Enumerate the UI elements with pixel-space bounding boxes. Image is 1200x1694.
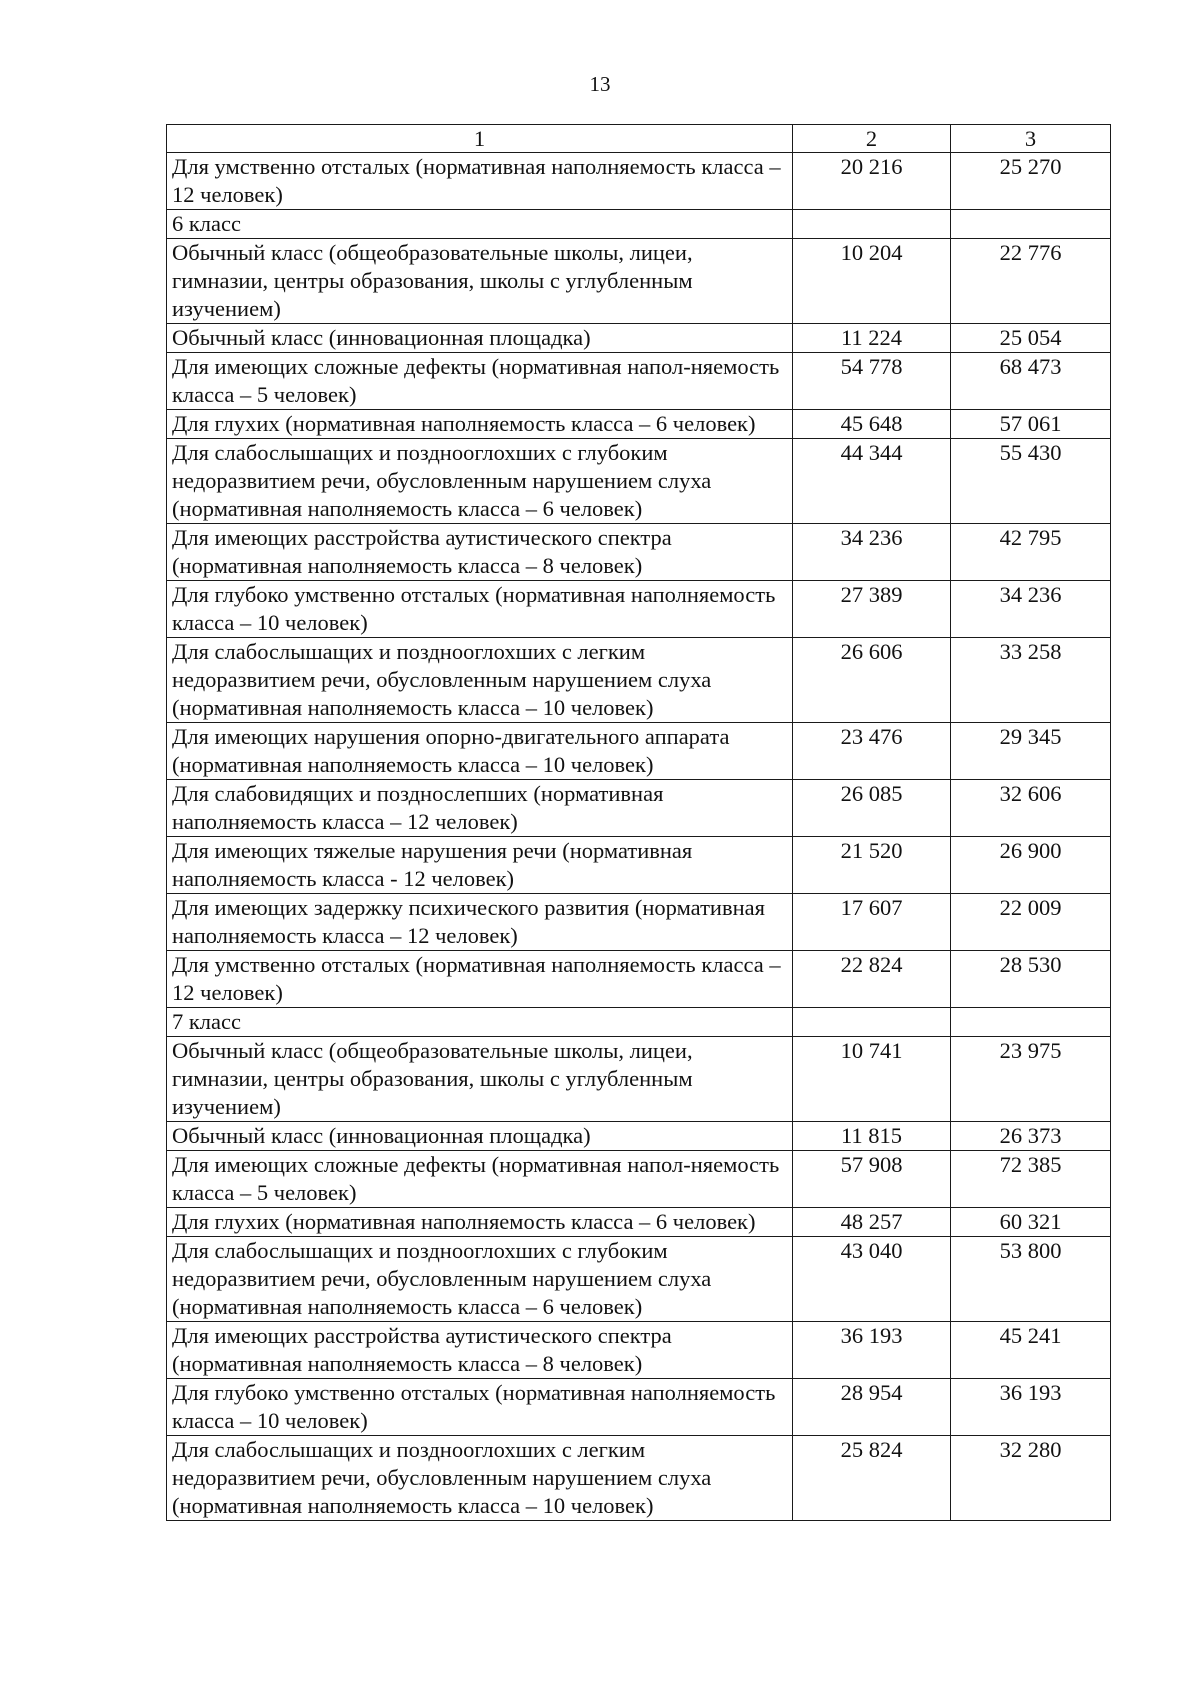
- table-row: [167, 210, 1111, 239]
- table-row: [167, 324, 1111, 353]
- row-label: Для слабослышащих и позднооглохших с глубоким недоразвитием речи, обусловленным нарушением слуха (нормативная наполняемость класса – 6 человек): [167, 439, 793, 524]
- row-value-col2: 21 520: [793, 837, 951, 894]
- row-label: Для глубоко умственно отсталых (нормативная наполняемость класса – 10 человек): [167, 1379, 793, 1436]
- column-header-3: 3: [951, 125, 1111, 153]
- row-value-col2: 45 648: [793, 410, 951, 439]
- row-value-col3: 68 473: [951, 353, 1111, 410]
- row-label: Обычный класс (общеобразовательные школы, лицеи, гимназии, центры образования, школы с углубленным изучением): [167, 239, 793, 324]
- row-label: Для имеющих расстройства аутистического спектра (нормативная наполняемость класса – 8 человек): [167, 1322, 793, 1379]
- row-value-col3: 29 345: [951, 723, 1111, 780]
- row-value-col3: 34 236: [951, 581, 1111, 638]
- row-value-col2: 22 824: [793, 951, 951, 1008]
- row-value-col3: [951, 210, 1111, 239]
- row-label: Обычный класс (инновационная площадка): [167, 1122, 793, 1151]
- row-value-col2: 36 193: [793, 1322, 951, 1379]
- row-value-col3: 42 795: [951, 524, 1111, 581]
- row-label: 6 класс: [167, 210, 793, 239]
- row-label: Для глубоко умственно отсталых (нормативная наполняемость класса – 10 человек): [167, 581, 793, 638]
- row-value-col3: 25 054: [951, 324, 1111, 353]
- row-label: Для имеющих тяжелые нарушения речи (нормативная наполняемость класса - 12 человек): [167, 837, 793, 894]
- row-label: Для умственно отсталых (нормативная наполняемость класса – 12 человек): [167, 153, 793, 210]
- row-value-col3: 32 280: [951, 1436, 1111, 1521]
- row-value-col3: 57 061: [951, 410, 1111, 439]
- table-row: [167, 410, 1111, 439]
- row-value-col3: 22 009: [951, 894, 1111, 951]
- table-row: [167, 638, 1111, 723]
- row-value-col2: 27 389: [793, 581, 951, 638]
- row-label: Для имеющих задержку психического развития (нормативная наполняемость класса – 12 человек): [167, 894, 793, 951]
- column-header-1: 1: [167, 125, 793, 153]
- row-label: Для имеющих нарушения опорно-двигательного аппарата (нормативная наполняемость класса – 10 человек): [167, 723, 793, 780]
- row-value-col2: 57 908: [793, 1151, 951, 1208]
- table-row: [167, 837, 1111, 894]
- row-value-col2: 28 954: [793, 1379, 951, 1436]
- row-label: Обычный класс (инновационная площадка): [167, 324, 793, 353]
- row-label: Для слабослышащих и позднооглохших с легким недоразвитием речи, обусловленным нарушением слуха (нормативная наполняемость класса – 10 человек): [167, 638, 793, 723]
- row-value-col2: 34 236: [793, 524, 951, 581]
- row-value-col3: 36 193: [951, 1379, 1111, 1436]
- row-value-col2: 26 085: [793, 780, 951, 837]
- row-value-col3: 55 430: [951, 439, 1111, 524]
- table-header-row: [167, 125, 1111, 153]
- row-value-col3: 22 776: [951, 239, 1111, 324]
- row-value-col2: 17 607: [793, 894, 951, 951]
- row-value-col2: 25 824: [793, 1436, 951, 1521]
- table-row: [167, 1122, 1111, 1151]
- row-value-col2: 11 815: [793, 1122, 951, 1151]
- table-row: [167, 1322, 1111, 1379]
- row-value-col2: 20 216: [793, 153, 951, 210]
- table-row: [167, 153, 1111, 210]
- page-number: 13: [589, 72, 611, 96]
- table-row: [167, 894, 1111, 951]
- row-label: Для слабослышащих и позднооглохших с легким недоразвитием речи, обусловленным нарушением слуха (нормативная наполняемость класса – 10 человек): [167, 1436, 793, 1521]
- row-value-col2: 10 741: [793, 1037, 951, 1122]
- row-value-col3: 53 800: [951, 1237, 1111, 1322]
- row-value-col3: [951, 1008, 1111, 1037]
- row-value-col3: 28 530: [951, 951, 1111, 1008]
- row-value-col2: 11 224: [793, 324, 951, 353]
- row-value-col3: 25 270: [951, 153, 1111, 210]
- row-value-col2: [793, 210, 951, 239]
- row-label: Для глухих (нормативная наполняемость класса – 6 человек): [167, 1208, 793, 1237]
- row-label: Для имеющих сложные дефекты (нормативная напол-няемость класса – 5 человек): [167, 1151, 793, 1208]
- table-row: [167, 1237, 1111, 1322]
- row-label: 7 класс: [167, 1008, 793, 1037]
- row-value-col3: 72 385: [951, 1151, 1111, 1208]
- row-value-col3: 45 241: [951, 1322, 1111, 1379]
- row-value-col3: 26 900: [951, 837, 1111, 894]
- table-row: [167, 353, 1111, 410]
- row-label: Для слабослышащих и позднооглохших с глубоким недоразвитием речи, обусловленным нарушением слуха (нормативная наполняемость класса – 6 человек): [167, 1237, 793, 1322]
- row-value-col2: [793, 1008, 951, 1037]
- row-value-col3: 26 373: [951, 1122, 1111, 1151]
- row-value-col2: 44 344: [793, 439, 951, 524]
- row-value-col3: 23 975: [951, 1037, 1111, 1122]
- table-row: [167, 1008, 1111, 1037]
- row-label: Для слабовидящих и позднослепших (нормативная наполняемость класса – 12 человек): [167, 780, 793, 837]
- row-value-col2: 23 476: [793, 723, 951, 780]
- table-row: [167, 1208, 1111, 1237]
- row-value-col3: 33 258: [951, 638, 1111, 723]
- row-value-col2: 43 040: [793, 1237, 951, 1322]
- table-row: [167, 723, 1111, 780]
- table-row: [167, 1037, 1111, 1122]
- row-value-col2: 54 778: [793, 353, 951, 410]
- row-value-col2: 10 204: [793, 239, 951, 324]
- table-row: [167, 439, 1111, 524]
- table-row: [167, 1436, 1111, 1521]
- row-value-col2: 26 606: [793, 638, 951, 723]
- table-row: [167, 780, 1111, 837]
- table-row: [167, 1379, 1111, 1436]
- table-row: [167, 581, 1111, 638]
- row-value-col3: 60 321: [951, 1208, 1111, 1237]
- table-row: [167, 1151, 1111, 1208]
- row-label: Для умственно отсталых (нормативная наполняемость класса – 12 человек): [167, 951, 793, 1008]
- row-label: Обычный класс (общеобразовательные школы, лицеи, гимназии, центры образования, школы с углубленным изучением): [167, 1037, 793, 1122]
- row-value-col2: 48 257: [793, 1208, 951, 1237]
- column-header-2: 2: [793, 125, 951, 153]
- table-row: [167, 951, 1111, 1008]
- row-label: Для имеющих сложные дефекты (нормативная напол-няемость класса – 5 человек): [167, 353, 793, 410]
- cost-table: [166, 124, 1111, 1521]
- row-label: Для имеющих расстройства аутистического спектра (нормативная наполняемость класса – 8 человек): [167, 524, 793, 581]
- row-value-col3: 32 606: [951, 780, 1111, 837]
- table-row: [167, 524, 1111, 581]
- table-row: [167, 239, 1111, 324]
- row-label: Для глухих (нормативная наполняемость класса – 6 человек): [167, 410, 793, 439]
